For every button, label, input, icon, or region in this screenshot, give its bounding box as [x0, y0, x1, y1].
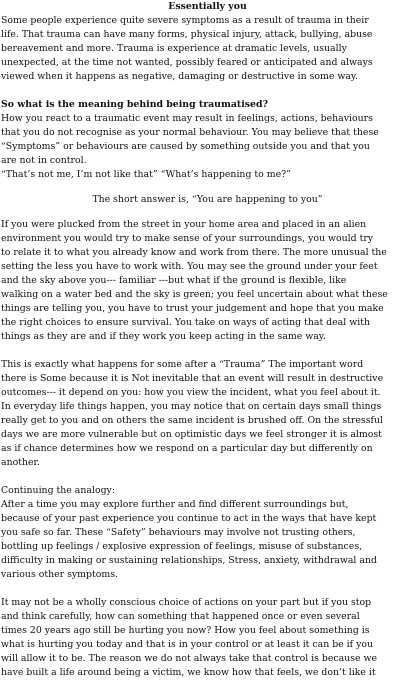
paragraph-line: “Symptoms” or behaviours are caused by something outside you and that you — [1, 141, 370, 152]
paragraph-line: viewed when it happens as negative, damaging or destructive in some way. — [1, 71, 358, 82]
paragraph-line: walking on a water bed and the sky is green; you feel uncertain about what these — [1, 289, 388, 300]
paragraph-line: to relate it to what you already know and work from there. The more unusual the — [1, 247, 387, 258]
paragraph-spacer — [1, 207, 414, 218]
happens-paragraph — [1, 358, 414, 470]
paragraph-line: difficulty in making or sustaining relationships, Stress, anxiety, withdrawal and — [1, 555, 377, 566]
paragraph-line: are not in control. — [1, 155, 87, 166]
paragraph-line: In everyday life things happen, you may notice that on certain days small things — [1, 401, 382, 412]
paragraph-line: the right choices to ensure survival. You take on ways of acting that deal with — [1, 317, 370, 328]
paragraph-line: times 20 years ago still be hurting you now? How you feel about something is — [1, 625, 370, 636]
conscious-paragraph — [1, 596, 414, 680]
section-heading: So what is the meaning behind being traumatised? — [1, 99, 268, 110]
paragraph-line: have built a life around being a victim, we know how that feels, we don’t like it — [1, 667, 376, 678]
paragraph-line: Continuing the analogy: — [1, 485, 115, 496]
analogy-paragraph — [1, 484, 414, 582]
document-title: Essentially you — [168, 1, 247, 12]
paragraph-line: Some people experience quite severe symptoms as a result of trauma in their — [1, 15, 369, 26]
meaning-paragraph — [1, 112, 414, 182]
short-answer: The short answer is, “You are happening to you” — [92, 194, 323, 205]
paragraph-line: as if chance determines how we respond on a particular day but differently on — [1, 443, 373, 454]
paragraph-line: things as they are and if they work you keep acting in the same way. — [1, 331, 326, 342]
paragraph-line: This is exactly what happens for some after a “Trauma” The important word — [1, 359, 364, 370]
paragraph-line: After a time you may explore further and find different surroundings but, — [1, 499, 349, 510]
paragraph-line: setting the less you have to work with. You may see the ground under your feet — [1, 261, 378, 272]
paragraph-line: there is Some because it is Not inevitable that an event will result in destructive — [1, 373, 384, 384]
paragraph-line: you safe so far. These “Safety” behaviours may involve not trusting others, — [1, 527, 356, 538]
paragraph-line: “That’s not me, I’m not like that” “What’s happening to me?” — [1, 169, 291, 180]
paragraph-line: bottling up feelings / explosive expression of feelings, misuse of substances, — [1, 541, 363, 552]
paragraph-line: will allow it to be. The reason we do not always take that control is because we — [1, 653, 378, 664]
paragraph-spacer — [1, 582, 414, 596]
intro-paragraph — [1, 14, 414, 84]
paragraph-line: what is hurting you today and that is in your control or at least it can be if you — [1, 639, 374, 650]
paragraph-line: environment you would try to make sense of your surroundings, you would try — [1, 233, 374, 244]
paragraph-line: another. — [1, 457, 40, 468]
paragraph-spacer — [1, 470, 414, 484]
plucked-paragraph — [1, 218, 414, 344]
paragraph-line: really get to you and on others the same incident is brushed off. On the stressful — [1, 415, 383, 426]
paragraph-line: It may not be a wholly conscious choice of actions on your part but if you stop — [1, 597, 372, 608]
paragraph-line: If you were plucked from the street in your home area and placed in an alien — [1, 219, 367, 230]
paragraph-line: life. That trauma can have many forms, physical injury, attack, bullying, abuse — [1, 29, 373, 40]
paragraph-line: various other symptoms. — [1, 569, 118, 580]
paragraph-line: and think carefully, how can something that happened once or even several — [1, 611, 360, 622]
paragraph-line: things are telling you, you have to trust your judgement and hope that you make — [1, 303, 384, 314]
paragraph-line: days we are more vulnerable but on optimistic days we feel stronger it is almost — [1, 429, 382, 440]
paragraph-line: unexpected, at the time not wanted, possibly feared or anticipated and always — [1, 57, 373, 68]
paragraph-line: outcomes--- it depend on you: how you view the incident, what you feel about it. — [1, 387, 381, 398]
paragraph-line: because of your past experience you continue to act in the ways that have kept — [1, 513, 377, 524]
paragraph-spacer — [1, 344, 414, 358]
paragraph-spacer — [1, 182, 414, 193]
paragraph-line: that you do not recognise as your normal behaviour. You may believe that these — [1, 127, 379, 138]
paragraph-line: bereavement and more. Trauma is experience at dramatic levels, usually — [1, 43, 347, 54]
paragraph-spacer — [1, 84, 414, 98]
paragraph-line: and the sky above you--- familiar ---but what if the ground is flexible, like — [1, 275, 347, 286]
paragraph-line: How you react to a traumatic event may result in feelings, actions, behaviours — [1, 113, 373, 124]
